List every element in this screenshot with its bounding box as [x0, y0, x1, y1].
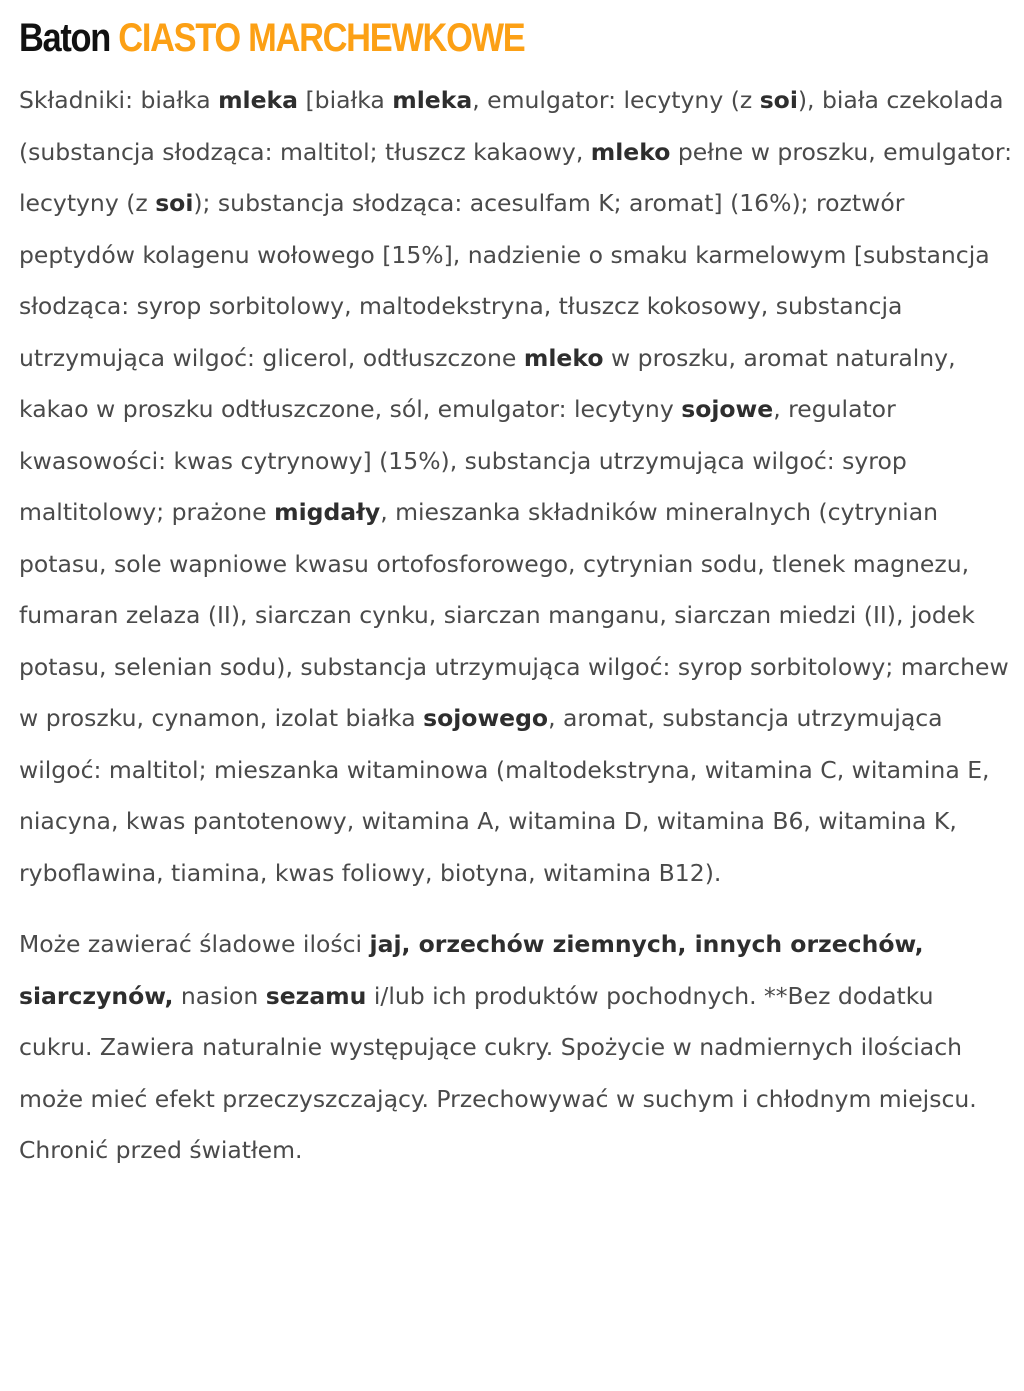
product-title [19, 14, 873, 64]
allergen-text: soi [759, 86, 798, 114]
ingredients-text: Składniki: białka [19, 86, 219, 114]
allergen-notes-paragraph [19, 919, 1012, 1177]
allergen-text: sojowego [423, 704, 549, 732]
allergen-text: mleka [392, 86, 473, 114]
ingredients-text: ), biała czekolada (substancja słodząca: maltitol; tłuszcz kakaowy, [19, 86, 1004, 166]
notes-text: nasion [173, 981, 266, 1010]
allergen-text: mleka [218, 86, 299, 114]
allergen-text: jaj, orzechów ziemnych, innych orzechów, siarczynów, [19, 930, 924, 1010]
allergen-text: sojowe [681, 395, 774, 423]
ingredients-paragraph [19, 75, 1012, 899]
ingredients-text: , emulgator: lecytyny (z [472, 86, 760, 114]
product-brand: Baton [19, 16, 111, 60]
allergen-text: sezamu [265, 981, 367, 1010]
ingredients-text: pełne w proszku, emulgator: lecytyny (z [19, 137, 1013, 217]
product-flavor: CIASTO MARCHEWKOWE [118, 16, 525, 60]
notes-text: Może zawierać śladowe ilości [19, 930, 370, 958]
ingredients-text: w proszku, aromat naturalny, kakao w proszku odtłuszczone, sól, emulgator: lecytyny [19, 343, 956, 423]
allergen-text: mleko [590, 137, 671, 166]
notes-text: i/lub ich produktów pochodnych. **Bez dodatku cukru. Zawiera naturalnie występujące cukry. Spożycie w nadmiernych ilościach może mieć efekt przeczyszczający. Przechowywać w suchym i chłodnym miejscu. Chronić przed światłem. [19, 981, 977, 1164]
allergen-text: mleko [523, 343, 604, 372]
ingredients-text: , mieszanka składników mineralnych (cytrynian potasu, sole wapniowe kwasu ortofosforowego, cytrynian sodu, tlenek magnezu, fumaran zelaza (II), siarczan cynku, siarczan manganu, siarczan miedzi (II), jodek potasu, selenian sodu), substancja utrzymująca wilgoć: syrop sorbitolowy; marchew w proszku, cynamon, izolat białka [19, 498, 1009, 732]
ingredients-text: ); substancja słodząca: acesulfam K; aromat] (16%); roztwór peptydów kolagenu wołowego [15%], nadzienie o smaku karmelowym [substancja słodząca: syrop sorbitolowy, maltodekstryna, tłuszcz kokosowy, substancja utrzymująca wilgoć: glicerol, odtłuszczone [19, 189, 990, 372]
allergen-text: migdały [274, 498, 381, 526]
allergen-text: soi [155, 189, 194, 217]
ingredients-text: , regulator kwasowości: kwas cytrynowy] (15%), substancja utrzymująca wilgoć: syrop maltitolowy; prażone [19, 395, 907, 526]
ingredients-text: [białka [298, 86, 393, 114]
ingredients-text: , aromat, substancja utrzymująca wilgoć: maltitol; mieszanka witaminowa (maltodekstryna, witamina C, witamina E, niacyna, kwas pantotenowy, witamina A, witamina D, witamina B6, witamina K, ryboflawina, tiamina, kwas foliowy, biotyna, witamina B12). [19, 704, 990, 887]
